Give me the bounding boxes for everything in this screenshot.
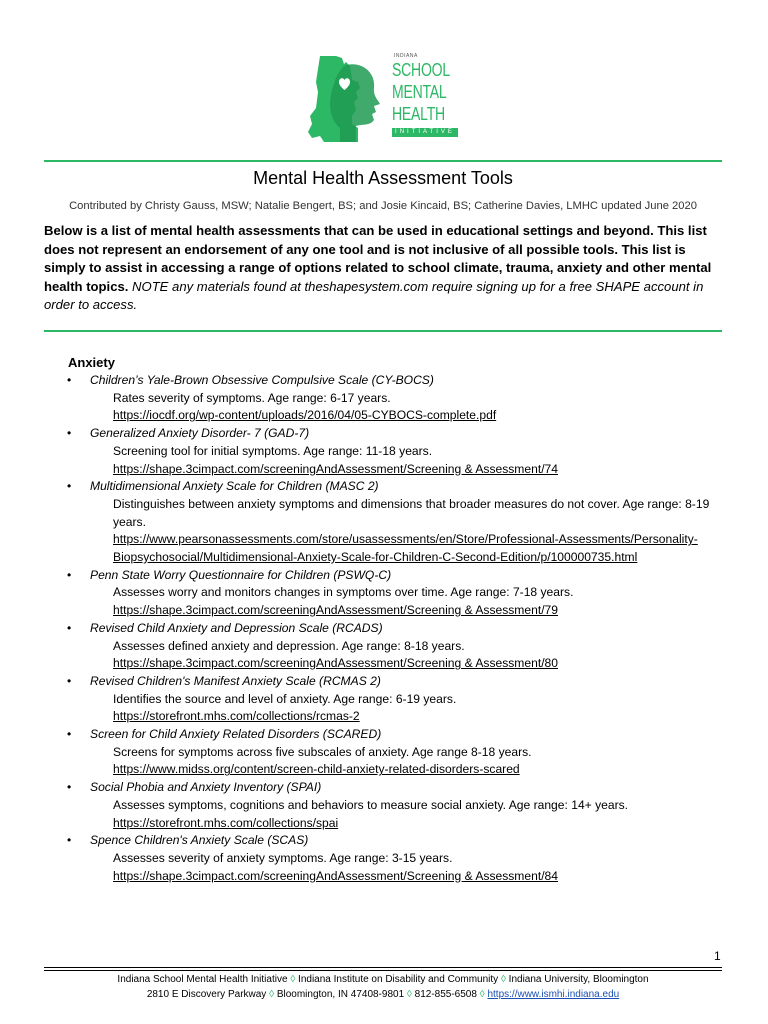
list-item <box>44 567 724 620</box>
list-item <box>44 673 724 726</box>
item-link[interactable]: https://shape.3cimpact.com/screeningAndAssessment/Screening & Assessment/74 <box>113 461 559 476</box>
diamond-separator-icon: ◊ <box>406 989 412 1000</box>
diamond-separator-icon: ◊ <box>269 989 275 1000</box>
footer-contact <box>44 987 722 1002</box>
item-description: Assesses severity of anxiety symptoms. Age range: 3-15 years. <box>113 850 453 865</box>
item-description: Assesses symptoms, cognitions and behaviors to measure social anxiety. Age range: 14+ years. <box>113 797 629 812</box>
item-link[interactable]: https://www.midss.org/content/screen-child-anxiety-related-disorders-scared <box>113 762 520 777</box>
intro-divider <box>44 330 722 332</box>
footer-website-link[interactable]: https://www.ismhi.indiana.edu <box>487 989 620 1000</box>
footer-organizations <box>44 972 722 987</box>
item-link[interactable]: https://shape.3cimpact.com/screeningAndAssessment/Screening & Assessment/84 <box>113 868 559 883</box>
list-item <box>44 372 724 425</box>
item-title: • Social Phobia and Anxiety Inventory (SPAI) <box>90 780 322 795</box>
footer-org-iu: Indiana University, Bloomington <box>508 974 649 985</box>
intro-note: NOTE any materials found at theshapesystem.com require signing up for a free SHAPE account in order to access. <box>44 278 704 312</box>
diamond-separator-icon: ◊ <box>479 989 485 1000</box>
item-description: Screening tool for initial symptoms. Age range: 11-18 years. <box>113 443 433 458</box>
footer-divider-secondary <box>44 970 722 971</box>
intro-bold-text: Below is a list of mental health assessments that can be used in educational settings and beyond. This list does not represent an endorsement of any one tool and is not inclusive of all possible tools. This list is simply to assist in accessing a range of options related to school climate, trauma, anxiety and other mental health topics. <box>44 223 712 294</box>
list-item <box>44 779 724 832</box>
ismhi-logo <box>306 50 466 146</box>
item-link[interactable]: https://shape.3cimpact.com/screeningAndAssessment/Screening & Assessment/80 <box>113 656 559 671</box>
item-link[interactable]: https://shape.3cimpact.com/screeningAndAssessment/Screening & Assessment/79 <box>113 603 559 618</box>
footer-org-ismhi: Indiana School Mental Health Initiative <box>117 974 288 985</box>
item-title: • Children’s Yale-Brown Obsessive Compulsive Scale (CY-BOCS) <box>90 373 434 387</box>
item-link[interactable]: https://storefront.mhs.com/collections/rcmas-2 <box>113 709 360 724</box>
item-description: Assesses defined anxiety and depression. Age range: 8-18 years. <box>113 638 465 653</box>
item-title: • Generalized Anxiety Disorder- 7 (GAD-7) <box>90 426 310 441</box>
logo-line-health: HEALTH <box>392 104 445 124</box>
item-title: • Revised Child Anxiety and Depression Scale (RCADS) <box>90 620 383 635</box>
item-title: • Revised Children's Manifest Anxiety Scale (RCMAS 2) <box>90 673 381 688</box>
footer-org-iidc: Indiana Institute on Disability and Community <box>298 974 499 985</box>
anxiety-section <box>44 354 724 885</box>
footer-city: Bloomington, IN 47408-9801 <box>276 989 405 1000</box>
footer-phone: 812-855-6508 <box>414 989 477 1000</box>
item-title: • Multidimensional Anxiety Scale for Children (MASC 2) <box>90 479 379 494</box>
item-description: Rates severity of symptoms. Age range: 6-17 years. <box>113 390 391 405</box>
item-description: Assesses worry and monitors changes in symptoms over time. Age range: 7-18 years. <box>113 585 574 600</box>
item-link[interactable]: https://storefront.mhs.com/collections/spai <box>113 815 339 830</box>
footer-divider <box>44 967 722 968</box>
list-item <box>44 478 724 567</box>
diamond-separator-icon: ◊ <box>290 974 296 985</box>
item-description: Identifies the source and level of anxiety. Age range: 6-19 years. <box>113 691 457 706</box>
list-item <box>44 620 724 673</box>
indiana-head-heart-icon <box>306 52 386 144</box>
page-number: 1 <box>714 949 721 963</box>
logo-line-school: SCHOOL <box>392 60 450 80</box>
header-divider <box>44 160 722 162</box>
logo-line-mental: MENTAL <box>392 82 447 102</box>
diamond-separator-icon: ◊ <box>500 974 506 985</box>
item-title: • Screen for Child Anxiety Related Disorders (SCARED) <box>90 727 382 742</box>
logo-initiative-bar: INITIATIVE <box>392 128 458 137</box>
list-item <box>44 726 724 779</box>
logo-state: INDIANA <box>394 53 418 59</box>
contributors-line: Contributed by Christy Gauss, MSW; Natalie Bengert, BS; and Josie Kincaid, BS; Catherine Davies, LMHC updated June 2020 <box>69 200 697 212</box>
page-title: Mental Health Assessment Tools <box>253 168 513 188</box>
list-item <box>44 832 724 885</box>
item-description: Distinguishes between anxiety symptoms and dimensions that broader measures do not cover. Age range: 8-19 years. <box>113 496 710 529</box>
item-description: Screens for symptoms across five subscales of anxiety. Age range 8-18 years. <box>113 744 532 759</box>
item-title: • Penn State Worry Questionnaire for Children (PSWQ-C) <box>90 567 392 582</box>
item-link[interactable]: https://www.pearsonassessments.com/store/usassessments/en/Store/Professional-Assessments/Personality-Biopsychosocial/Multidimensional-Anxiety-Scale-for-Children-C-Second-Edition/p/100000735.html <box>113 532 698 565</box>
item-title: • Spence Children's Anxiety Scale (SCAS) <box>90 833 309 848</box>
item-link[interactable]: https://iocdf.org/wp-content/uploads/2016/04/05-CYBOCS-complete.pdf <box>113 408 497 423</box>
assessment-list <box>44 372 724 885</box>
section-heading: Anxiety <box>68 355 115 370</box>
intro-paragraph <box>44 222 724 315</box>
footer-address: 2810 E Discovery Parkway <box>146 989 267 1000</box>
list-item <box>44 425 724 478</box>
